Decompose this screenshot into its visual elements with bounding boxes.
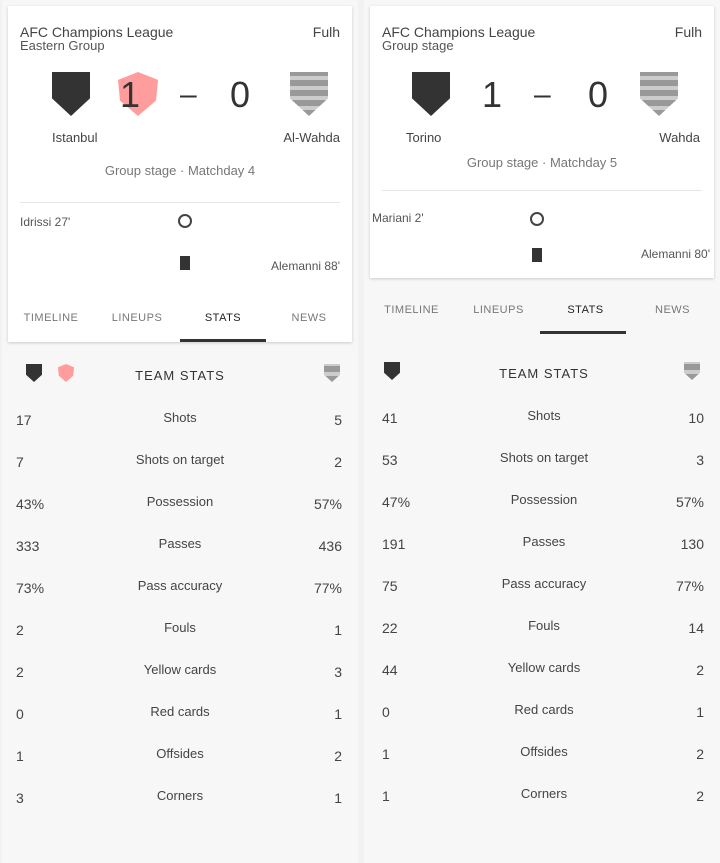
home-team-name[interactable]: Istanbul <box>52 130 98 145</box>
stat-away-value: 2 <box>696 662 704 678</box>
tab-stats[interactable]: STATS <box>204 312 242 324</box>
stats-title: TEAM STATS <box>135 368 225 383</box>
stat-row <box>378 522 710 564</box>
scoreboard <box>8 64 352 124</box>
stat-label: Possession <box>510 492 578 507</box>
stat-away-value: 5 <box>334 412 342 428</box>
tab-news[interactable]: NEWS <box>291 312 327 324</box>
stat-home-value: 22 <box>382 620 398 636</box>
stat-row <box>378 564 710 606</box>
competition-subtitle: Group stage <box>382 38 454 53</box>
match-card <box>370 6 714 278</box>
home-team-crest-icon[interactable] <box>52 72 90 116</box>
competition-name: AFC Champions League <box>382 24 536 40</box>
ball-icon <box>178 214 192 228</box>
stat-row <box>378 438 710 480</box>
match-tabs <box>368 290 716 334</box>
stat-away-value: 2 <box>334 454 342 470</box>
stat-label: Fouls <box>528 618 560 633</box>
ball-icon <box>530 212 544 226</box>
stats-header <box>378 356 710 396</box>
stat-label: Shots <box>163 410 197 425</box>
stat-row <box>12 734 348 776</box>
event-home-goal: Idrissi 27' <box>20 215 71 229</box>
stat-row <box>378 690 710 732</box>
stat-row <box>378 606 710 648</box>
stat-away-value: 436 <box>318 538 342 554</box>
stat-label: Shots <box>527 408 561 423</box>
stat-home-value: 75 <box>382 578 398 594</box>
stat-label: Corners <box>520 786 568 801</box>
stat-home-value: 2 <box>16 622 24 638</box>
stat-home-value: 41 <box>382 410 398 426</box>
stat-row <box>12 692 348 734</box>
tab-lineups[interactable]: LINEUPS <box>111 312 163 324</box>
team-stats <box>378 356 710 816</box>
stat-home-value: 3 <box>16 790 24 806</box>
score-separator: – <box>534 78 551 111</box>
stat-home-value: 1 <box>382 746 390 762</box>
match-header <box>20 24 340 53</box>
stat-home-value: 2 <box>16 664 24 680</box>
home-team-crest-icon[interactable] <box>412 72 450 116</box>
stat-away-value: 14 <box>688 620 704 636</box>
stat-row <box>378 648 710 690</box>
stat-label: Yellow cards <box>143 662 217 677</box>
stat-away-value: 1 <box>334 790 342 806</box>
tab-stats[interactable]: STATS <box>567 304 604 316</box>
stat-label: Passes <box>522 534 566 549</box>
stat-row <box>12 398 348 440</box>
stat-home-value: 44 <box>382 662 398 678</box>
stat-label: Red cards <box>150 704 210 719</box>
stat-away-value: 1 <box>334 706 342 722</box>
stat-row <box>378 732 710 774</box>
home-team-name[interactable]: Torino <box>406 130 442 145</box>
stat-row <box>378 480 710 522</box>
event-away-card: Alemanni 88' <box>271 259 340 273</box>
stat-home-value: 191 <box>382 536 406 552</box>
match-panel-left <box>2 0 358 863</box>
stat-label: Offsides <box>156 746 204 761</box>
stat-label: Yellow cards <box>507 660 581 675</box>
away-team-name[interactable]: Al-Wahda <box>283 130 340 145</box>
away-team-crest-icon[interactable] <box>290 72 328 116</box>
score-separator: – <box>180 78 197 111</box>
stat-away-value: 130 <box>680 536 704 552</box>
stat-home-value: 43% <box>16 496 45 512</box>
scoreboard <box>370 64 714 124</box>
stat-label: Red cards <box>514 702 574 717</box>
stat-home-value: 73% <box>16 580 45 596</box>
stat-row <box>12 524 348 566</box>
active-tab-indicator <box>540 331 626 334</box>
match-meta: Group stage · Matchday 4 <box>104 163 256 178</box>
stat-row <box>12 650 348 692</box>
stat-home-value: 47% <box>382 494 411 510</box>
stat-home-value: 0 <box>382 704 390 720</box>
match-meta: Group stage · Matchday 5 <box>466 155 618 170</box>
stat-home-value: 7 <box>16 454 24 470</box>
competition-name: AFC Champions League <box>20 24 174 40</box>
away-team-crest-icon[interactable] <box>640 72 678 116</box>
stat-label: Shots on target <box>135 452 225 467</box>
match-tabs <box>8 298 352 342</box>
stat-label: Possession <box>146 494 214 509</box>
stat-row <box>12 608 348 650</box>
stat-row <box>378 774 710 816</box>
stat-away-value: 1 <box>696 704 704 720</box>
match-header <box>382 24 702 53</box>
divider <box>20 202 340 203</box>
match-panel-right <box>364 0 720 863</box>
away-score: 0 <box>588 74 609 115</box>
stat-home-value: 17 <box>16 412 32 428</box>
match-card <box>8 6 352 342</box>
stat-row <box>12 776 348 818</box>
stat-away-value: 77% <box>313 580 342 596</box>
stat-label: Fouls <box>164 620 196 635</box>
team-stats <box>12 358 348 818</box>
event-home-goal: Mariani 2' <box>372 211 424 225</box>
competition-short: Fulh <box>312 24 340 40</box>
stat-away-value: 77% <box>675 578 704 594</box>
stat-away-value: 3 <box>696 452 704 468</box>
stat-home-value: 53 <box>382 452 398 468</box>
stats-header <box>12 358 348 398</box>
competition-short: Fulh <box>674 24 702 40</box>
divider <box>382 190 702 191</box>
tab-timeline[interactable]: TIMELINE <box>384 304 439 316</box>
stat-row <box>12 566 348 608</box>
stat-label: Offsides <box>520 744 568 759</box>
stat-row <box>378 396 710 438</box>
stats-title: TEAM STATS <box>499 366 589 381</box>
home-score: 1 <box>120 74 141 115</box>
stat-home-value: 0 <box>16 706 24 722</box>
home-score: 1 <box>482 74 503 115</box>
stat-away-value: 57% <box>675 494 704 510</box>
tab-timeline[interactable]: TIMELINE <box>23 312 79 324</box>
stat-home-value: 1 <box>16 748 24 764</box>
tab-news[interactable]: NEWS <box>655 304 690 316</box>
stat-label: Pass accuracy <box>137 578 223 593</box>
stat-away-value: 2 <box>696 788 704 804</box>
stat-away-value: 1 <box>334 622 342 638</box>
stat-home-value: 1 <box>382 788 390 804</box>
stat-row <box>12 440 348 482</box>
active-tab-indicator <box>180 339 266 342</box>
stat-home-value: 333 <box>16 538 40 554</box>
stat-away-value: 10 <box>688 410 704 426</box>
tab-lineups[interactable]: LINEUPS <box>473 304 524 316</box>
card-icon <box>180 256 190 270</box>
stat-away-value: 2 <box>696 746 704 762</box>
stat-away-value: 3 <box>334 664 342 680</box>
stat-away-value: 57% <box>313 496 342 512</box>
stat-label: Passes <box>158 536 202 551</box>
event-away-card: Alemanni 80' <box>641 247 710 261</box>
stat-label: Pass accuracy <box>501 576 587 591</box>
away-score: 0 <box>230 74 251 115</box>
stat-label: Corners <box>156 788 204 803</box>
competition-subtitle: Eastern Group <box>20 38 105 53</box>
stat-label: Shots on target <box>499 450 589 465</box>
card-icon <box>532 248 542 262</box>
stat-row <box>12 482 348 524</box>
stat-away-value: 2 <box>334 748 342 764</box>
away-team-name[interactable]: Wahda <box>659 130 700 145</box>
